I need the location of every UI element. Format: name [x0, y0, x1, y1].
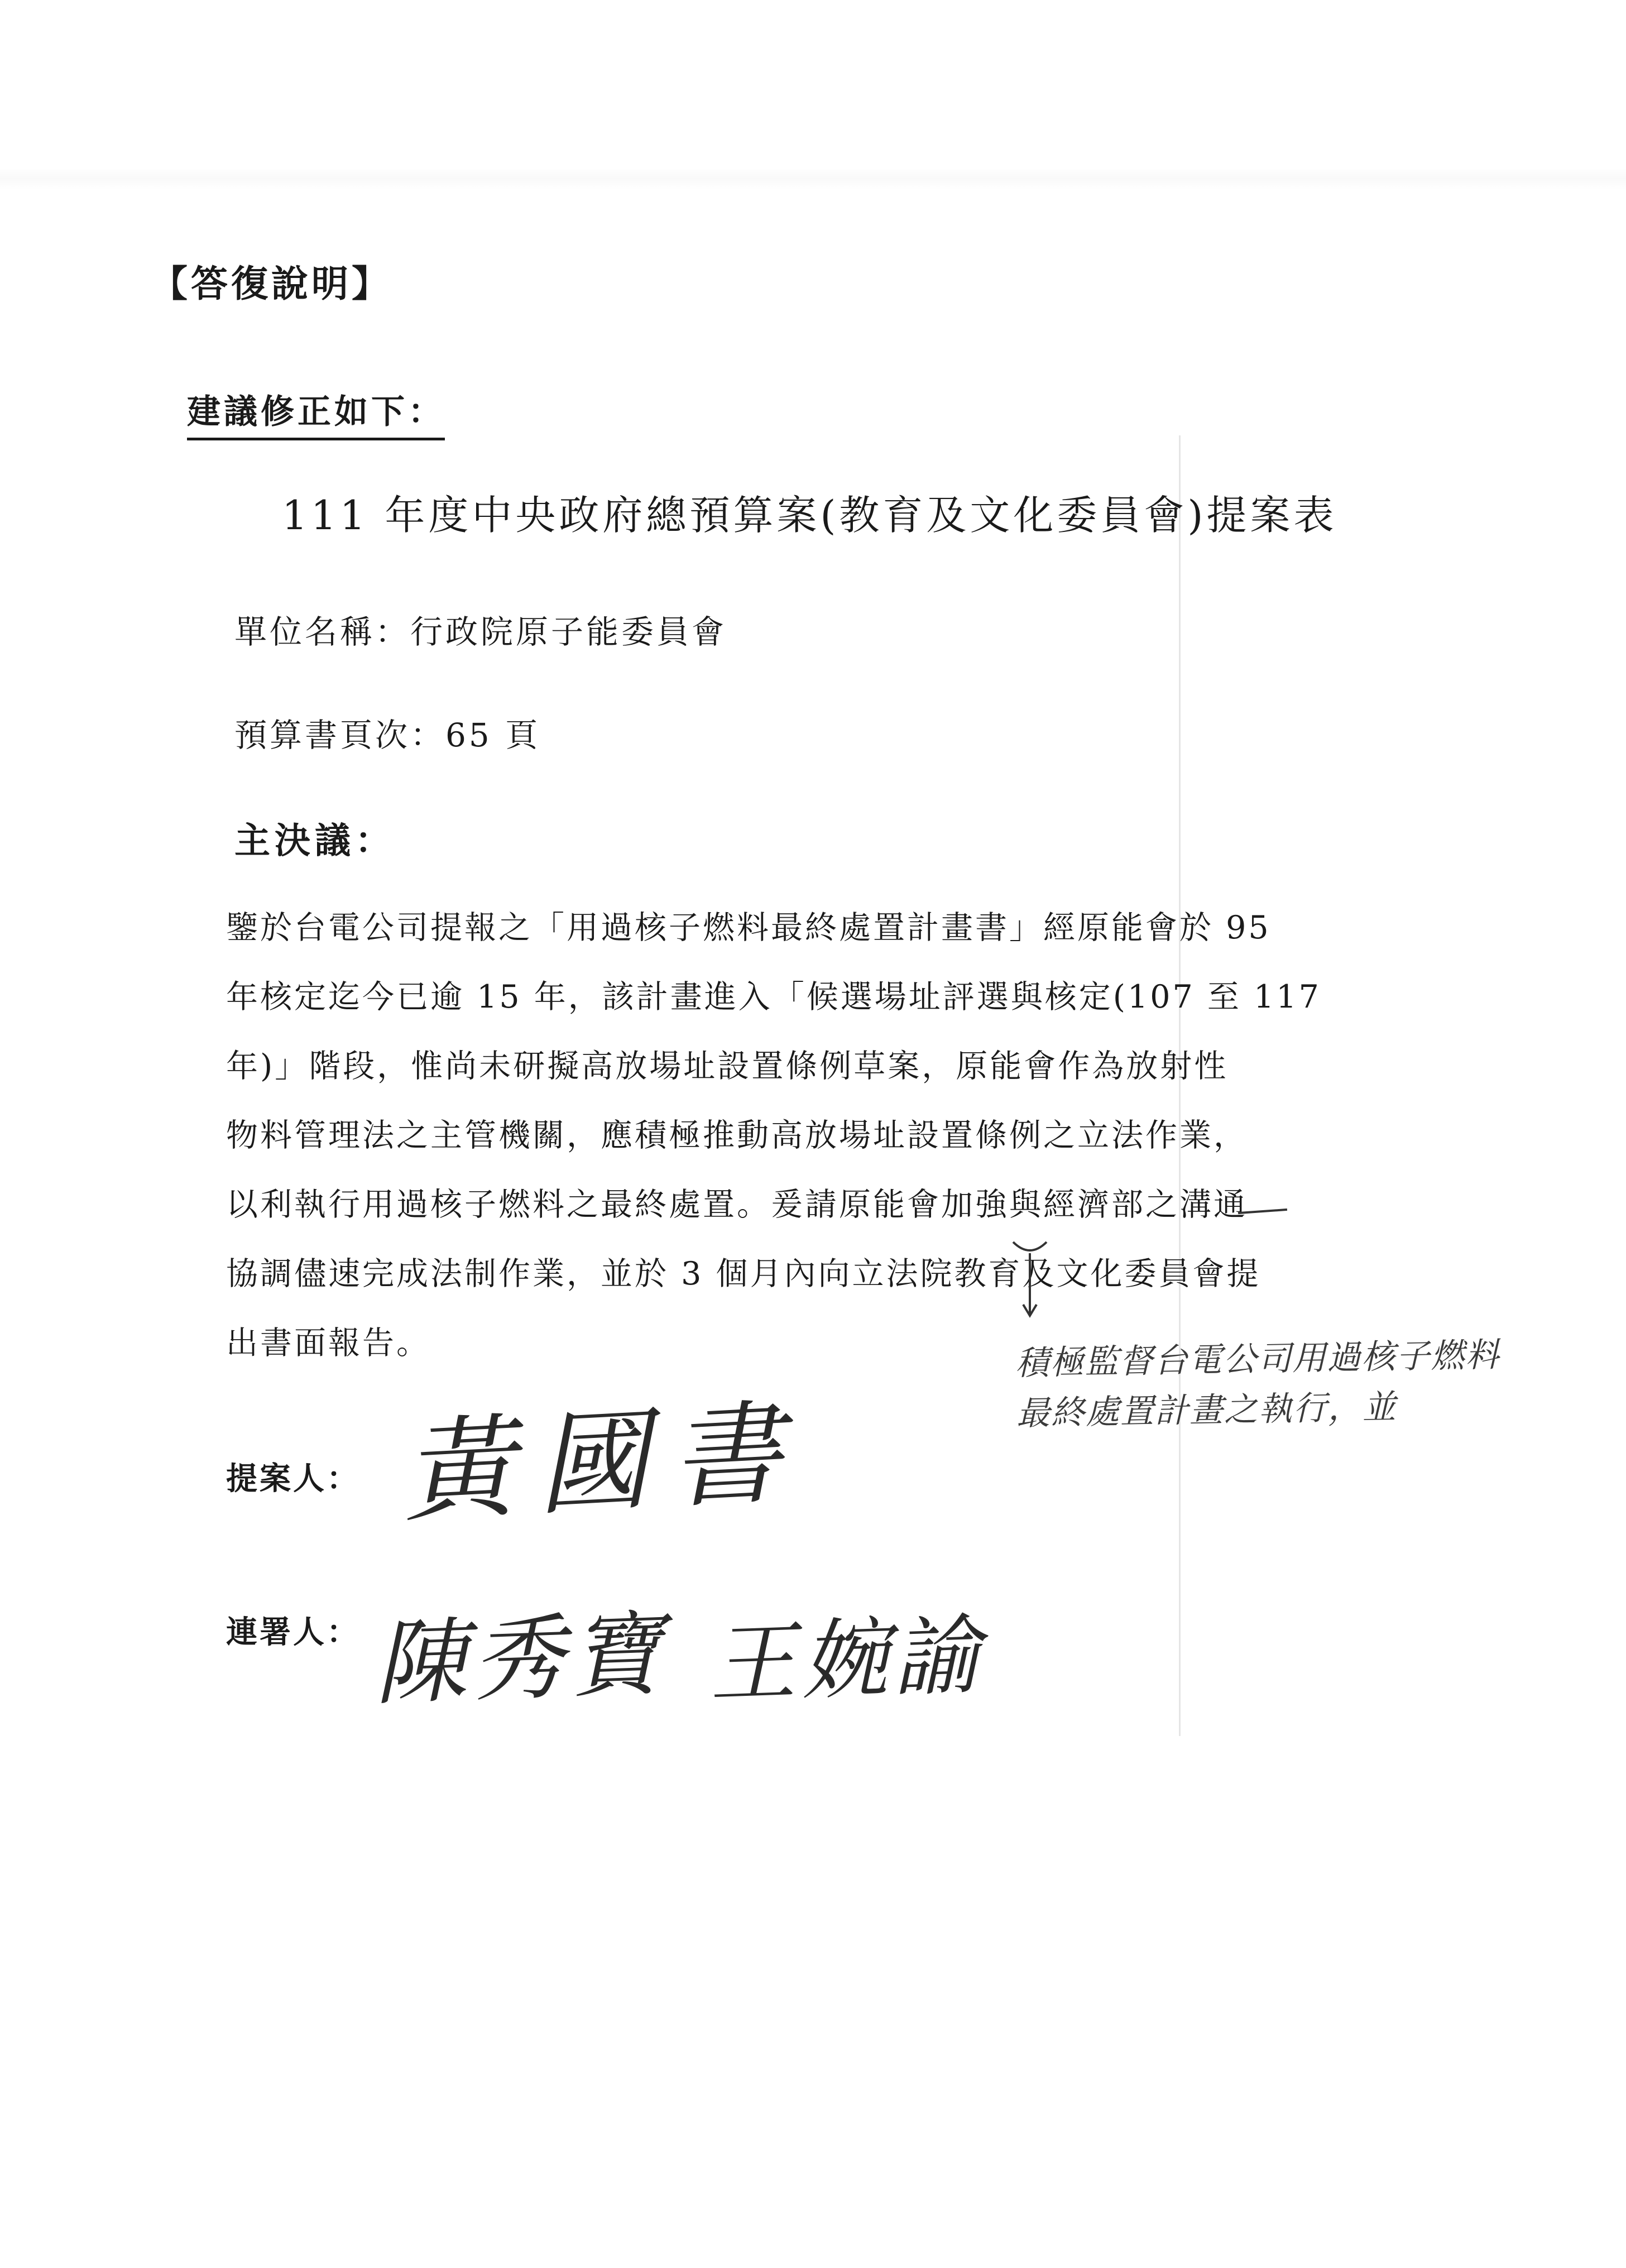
- resolution-line: 出書面報告。: [226, 1325, 430, 1361]
- cosigner-label: 連署人：: [226, 1614, 360, 1651]
- handwritten-insertion: [1015, 1330, 1501, 1439]
- unit-name-line: 單位名稱：行政院原子能委員會: [234, 613, 727, 651]
- insertion-arrow-icon: [1008, 1236, 1052, 1320]
- resolution-line: 以利執行用過核子燃料之最終處置。爰請原能會加強與經濟部之溝通: [226, 1186, 1248, 1223]
- handwritten-insertion-line: 最終處置計畫之執行，並: [1016, 1387, 1398, 1433]
- form-title: 111 年度中央政府總預算案(教育及文化委員會)提案表: [282, 492, 1337, 539]
- resolution-line: 物料管理法之主管機關，應積極推動高放場址設置條例之立法作業，: [226, 1117, 1248, 1154]
- proposer-label: 提案人：: [226, 1460, 360, 1497]
- resolution-line: 年)」階段，惟尚未研擬高放場址設置條例草案，原能會作為放射性: [226, 1048, 1229, 1085]
- budget-page-line: 預算書頁次：65 頁: [234, 716, 541, 754]
- section-heading: 【答復說明】: [151, 262, 392, 305]
- cosigner-signature: 王婉諭: [707, 1604, 987, 1715]
- resolution-line: 鑒於台電公司提報之「用過核子燃料最終處置計畫書」經原能會於 95: [226, 909, 1271, 946]
- proposer-signature: 黃國書: [399, 1387, 808, 1538]
- resolution-line: 協調儘速完成法制作業，並於 3 個月內向立法院教育及文化委員會提: [226, 1255, 1261, 1292]
- suggestion-heading: 建議修正如下：: [187, 385, 445, 440]
- handwritten-insertion-line: 積極監督台電公司用過核子燃料: [1015, 1335, 1500, 1383]
- scan-artifact: [0, 167, 1626, 190]
- main-resolution-label: 主決議：: [234, 820, 395, 862]
- resolution-body: [226, 893, 1398, 1378]
- resolution-line: 年核定迄今已逾 15 年，該計畫進入「候選場址評選與核定(107 至 117: [226, 979, 1321, 1015]
- cosigner-signature: 陳秀寶: [372, 1600, 669, 1718]
